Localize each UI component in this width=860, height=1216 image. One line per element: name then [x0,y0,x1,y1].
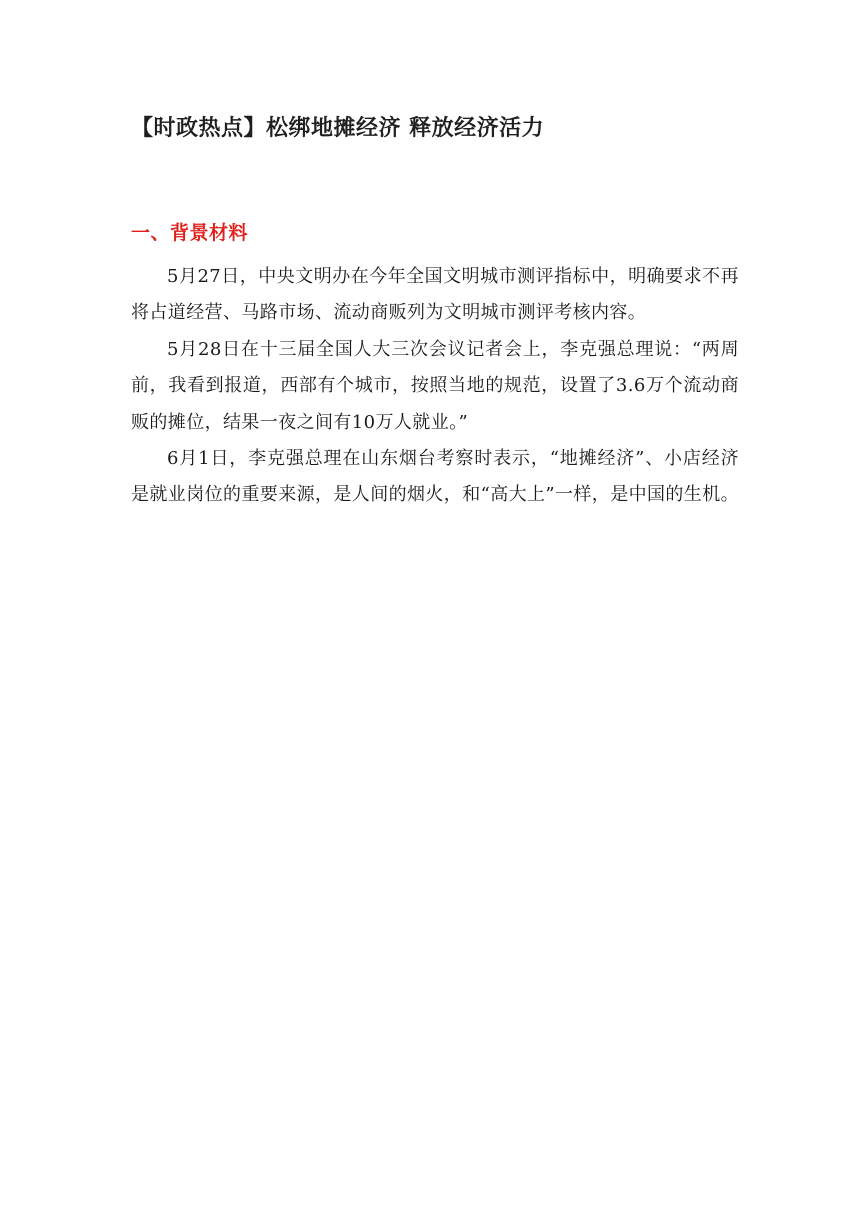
paragraph: 5月28日在十三届全国人大三次会议记者会上，李克强总理说：“两周前，我看到报道，西部有个城市，按照当地的规范，设置了3.6万个流动商贩的摊位，结果一夜之间有10万人就业。” [131,338,739,433]
paragraph: 5月27日，中央文明办在今年全国文明城市测评指标中，明确要求不再将占道经营、马路市场、流动商贩列为文明城市测评考核内容。 [131,266,739,324]
section-body [131,259,739,514]
paragraph: 6月1日，李克强总理在山东烟台考察时表示，“地摊经济”、小店经济是就业岗位的重要来源，是人间的烟火，和“高大上”一样，是中国的生机。 [131,448,740,506]
document-title: 【时政热点】松绑地摊经济 释放经济活力 [131,116,545,141]
section-heading: 一、背景材料 [131,222,249,244]
